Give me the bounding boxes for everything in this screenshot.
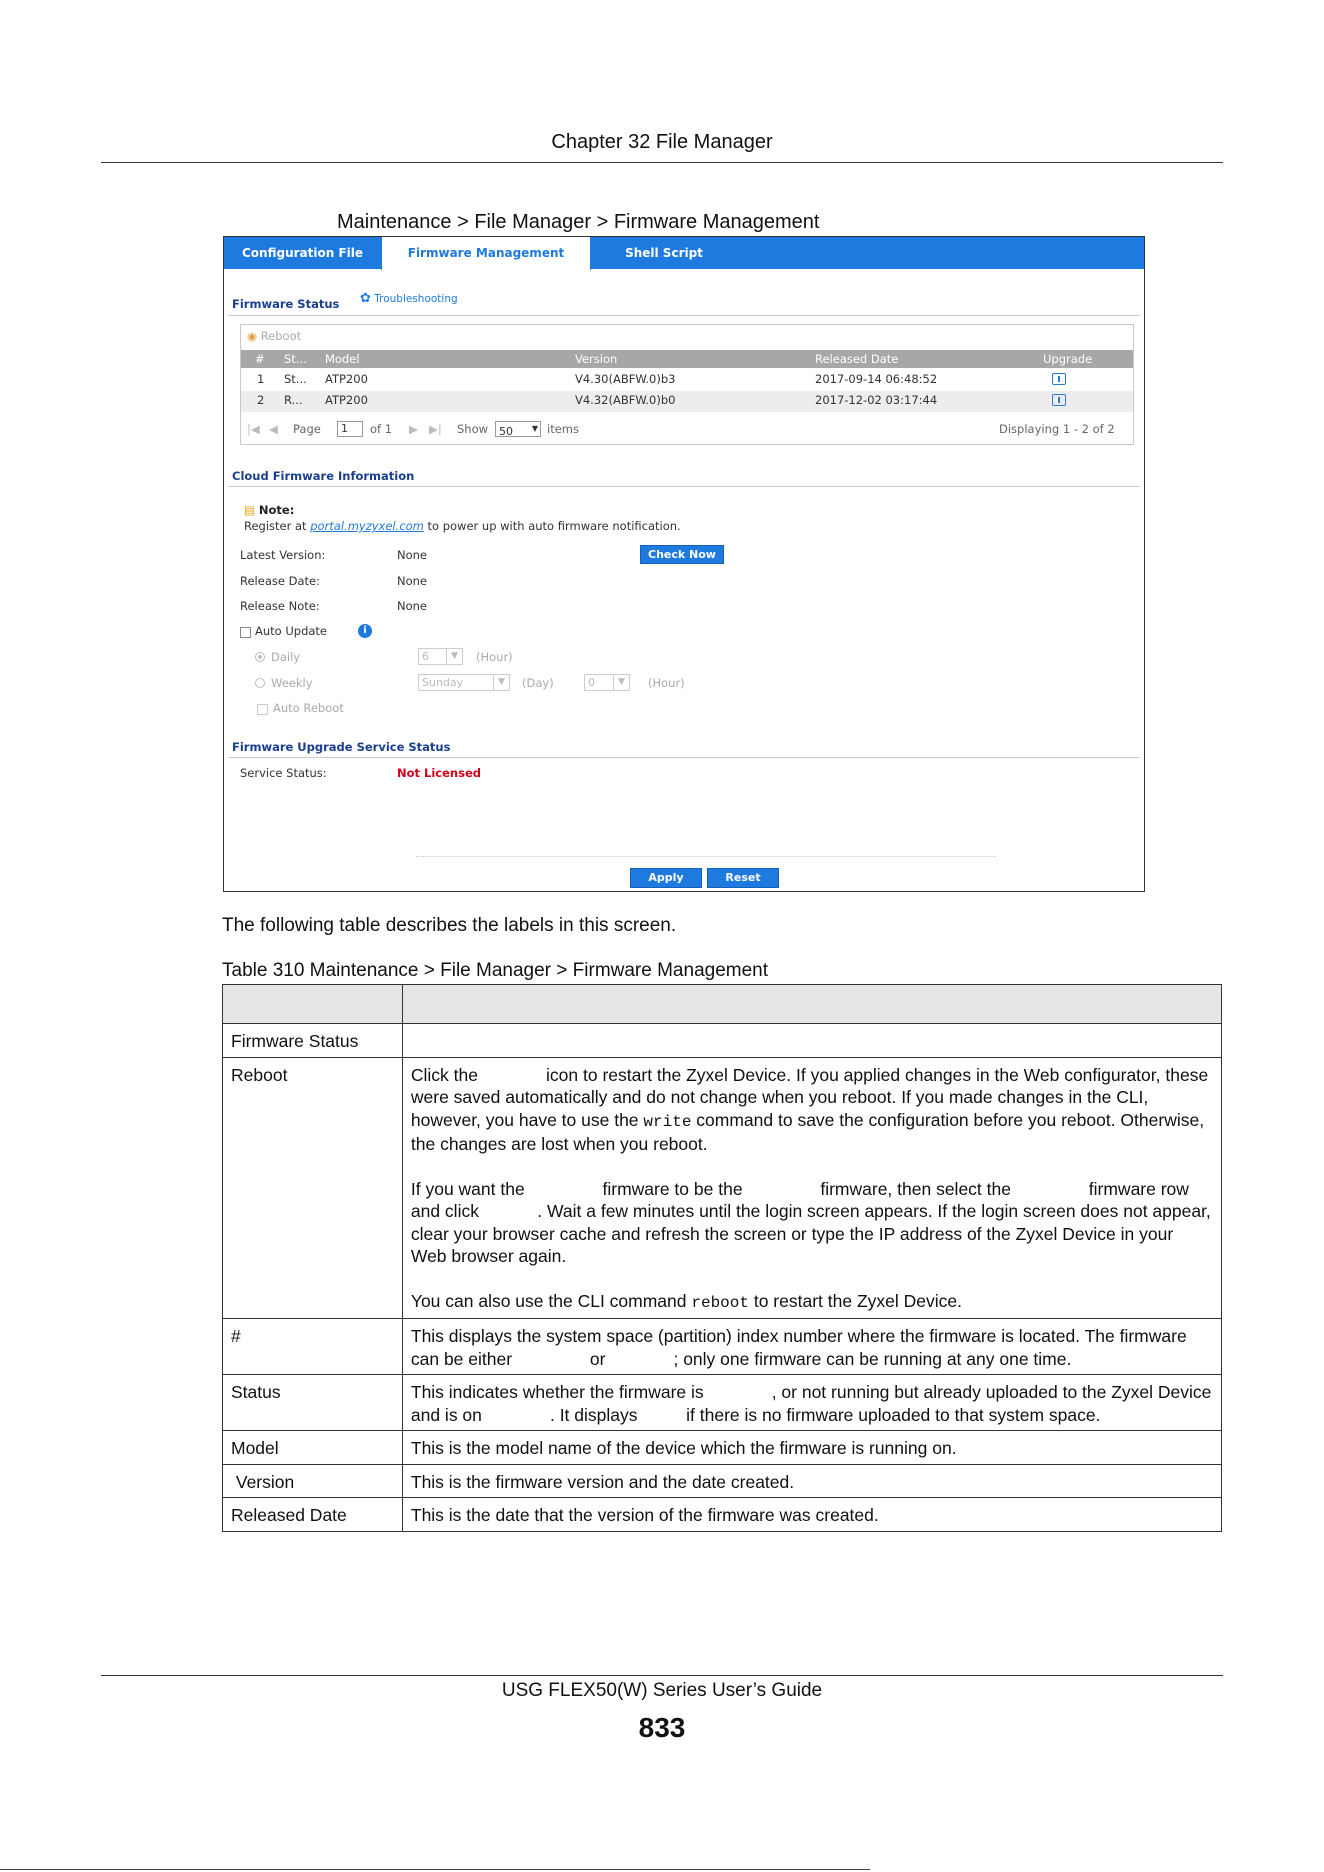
daily-hour-unit: (Hour) xyxy=(476,650,513,664)
upgrade-icon[interactable] xyxy=(1052,394,1066,406)
table-header-row xyxy=(223,985,1222,1024)
note-post: to power up with auto firmware notification. xyxy=(423,519,681,533)
displaying-count: Displaying 1 - 2 of 2 xyxy=(999,422,1115,436)
intro-text: The following table describes the labels in this screen. xyxy=(222,915,677,936)
col-status: St... xyxy=(284,352,307,366)
daily-hour-value: 6 xyxy=(422,650,429,663)
cell-index: 2 xyxy=(257,393,265,407)
firmware-grid xyxy=(240,324,1134,445)
weekly-label: Weekly xyxy=(271,676,313,690)
table-row xyxy=(223,1431,1222,1465)
footer-rule xyxy=(101,1675,1223,1676)
cell-released-date: 2017-12-02 03:17:44 xyxy=(815,393,938,407)
troubleshooting-link[interactable] xyxy=(360,291,458,306)
figure-caption: Maintenance > File Manager > Firmware Management xyxy=(337,211,820,233)
col-index: # xyxy=(255,352,265,366)
tab-shell-script[interactable]: Shell Script xyxy=(625,246,703,260)
reboot-icon: ◉ xyxy=(247,329,258,343)
items-label: items xyxy=(547,422,579,436)
row-label: Reboot xyxy=(223,1057,403,1319)
row-label: Status xyxy=(223,1375,403,1431)
row-label: # xyxy=(223,1319,403,1375)
grid-pager xyxy=(241,419,1133,441)
table-row xyxy=(223,1498,1222,1532)
cloud-firmware-title: Cloud Firmware Information xyxy=(232,469,415,483)
chapter-header: Chapter 32 File Manager xyxy=(551,131,773,153)
auto-update-checkbox[interactable] xyxy=(240,627,251,638)
release-note-label: Release Note: xyxy=(240,599,320,613)
firmware-status-title: Firmware Status xyxy=(232,297,340,311)
release-note-value: None xyxy=(397,599,428,613)
col-model: Model xyxy=(325,352,360,366)
row-label: Firmware Status xyxy=(223,1024,403,1058)
tab-configuration-file[interactable]: Configuration File xyxy=(241,246,363,260)
portal-link[interactable]: portal.myzyxel.com xyxy=(310,519,424,533)
note-icon: ▤ xyxy=(244,503,255,517)
row-description xyxy=(402,1057,1221,1319)
next-page-icon[interactable]: ▶ xyxy=(409,422,418,436)
show-label: Show xyxy=(457,422,489,436)
button-divider xyxy=(416,856,996,857)
table-row xyxy=(223,1375,1222,1431)
weekly-day-value: Sunday xyxy=(422,676,464,689)
info-icon[interactable]: i xyxy=(358,624,372,638)
table-row xyxy=(223,1024,1222,1058)
auto-update-label: Auto Update xyxy=(255,624,328,638)
cell-released-date: 2017-09-14 06:48:52 xyxy=(815,372,938,386)
col-upgrade: Upgrade xyxy=(1043,352,1093,366)
cell-status: R... xyxy=(284,393,303,407)
table-row[interactable] xyxy=(241,370,1133,391)
auto-reboot-checkbox[interactable] xyxy=(257,704,268,715)
row-description: This displays the system space (partition) index number where the firmware is located. The firmware can be either or ; only one firmware can be running at any one time. xyxy=(402,1319,1221,1375)
chevron-down-icon: ▼ xyxy=(446,649,462,664)
grid-header xyxy=(241,350,1133,368)
page-count: of 1 xyxy=(370,422,393,436)
firmware-management-screenshot xyxy=(223,236,1145,892)
section-divider xyxy=(228,486,1140,487)
upgrade-icon[interactable] xyxy=(1052,373,1066,385)
weekly-hour-select[interactable] xyxy=(584,674,630,691)
header-cell-description xyxy=(402,985,1221,1024)
latest-version-value: None xyxy=(397,548,428,562)
row-description: This is the model name of the device which the firmware is running on. xyxy=(402,1431,1221,1465)
prev-page-icon[interactable]: ◀ xyxy=(269,422,278,436)
per-page-select[interactable] xyxy=(495,421,541,437)
service-status-title: Firmware Upgrade Service Status xyxy=(232,740,451,754)
cell-index: 1 xyxy=(257,372,265,386)
bottom-rule xyxy=(0,1869,870,1870)
desc-text: You can also use the CLI command xyxy=(410,1290,692,1311)
service-status-value: Not Licensed xyxy=(397,766,481,780)
desc-text: command to save the configuration before you reboot. Otherwise, the changes are lost when you reboot. xyxy=(410,1109,1209,1154)
row-description: This is the firmware version and the date created. xyxy=(402,1464,1221,1498)
page-number: 833 xyxy=(638,1712,686,1743)
weekly-radio[interactable] xyxy=(255,678,265,688)
service-status-label: Service Status: xyxy=(240,766,327,780)
write-command: write xyxy=(643,1112,692,1131)
row-description: This indicates whether the firmware is , or not running but already uploaded to the Zyxel Device and is on . It displays if there is no firmware uploaded to that system space. xyxy=(402,1375,1221,1431)
daily-radio[interactable] xyxy=(255,652,265,662)
reboot-paragraph-3 xyxy=(411,1290,1213,1315)
last-page-icon[interactable]: ▶| xyxy=(429,422,442,436)
row-description xyxy=(402,1024,1221,1058)
header-rule xyxy=(101,162,1223,163)
section-divider xyxy=(228,315,1140,316)
reboot-paragraph-2: If you want the firmware to be the firmware, then select the firmware row and click . Wait a few minutes until the login screen appears. If the login screen does not appear, clear your browser cache and refresh the screen or type the IP address of the Zyxel Device in your Web browser again. xyxy=(410,1178,1216,1266)
col-version: Version xyxy=(575,352,618,366)
section-divider xyxy=(228,757,1140,758)
cell-model: ATP200 xyxy=(325,393,368,407)
table-caption: Table 310 Maintenance > File Manager > Firmware Management xyxy=(222,960,769,981)
chevron-down-icon: ▼ xyxy=(613,675,629,690)
tab-firmware-management[interactable]: Firmware Management xyxy=(381,237,591,270)
table-row xyxy=(223,1319,1222,1375)
weekly-hour-unit: (Hour) xyxy=(648,676,685,690)
weekly-day-select[interactable] xyxy=(418,674,510,691)
cell-status: St... xyxy=(284,372,307,386)
reboot-command: reboot xyxy=(691,1293,749,1312)
reboot-paragraph-1 xyxy=(411,1064,1213,1156)
desc-text: to restart the Zyxel Device. xyxy=(748,1290,962,1311)
per-page-value: 50 xyxy=(499,425,513,438)
row-label: Version xyxy=(223,1464,403,1498)
release-date-label: Release Date: xyxy=(240,574,320,588)
table-row xyxy=(223,1057,1222,1319)
reset-button[interactable]: Reset xyxy=(707,868,779,888)
note-text xyxy=(244,519,681,533)
guide-title: USG FLEX50(W) Series User’s Guide xyxy=(501,1680,823,1701)
table-row[interactable] xyxy=(241,391,1133,412)
reboot-label: Reboot xyxy=(260,329,302,343)
weekly-day-unit: (Day) xyxy=(522,676,554,690)
page-label: Page xyxy=(293,422,321,436)
apply-button[interactable]: Apply xyxy=(630,868,702,888)
row-label: Released Date xyxy=(223,1498,403,1532)
daily-hour-select[interactable] xyxy=(418,648,463,665)
release-date-value: None xyxy=(397,574,428,588)
reboot-button[interactable] xyxy=(247,329,301,343)
header-cell-label xyxy=(223,985,403,1024)
chevron-down-icon: ▼ xyxy=(531,424,538,433)
note-heading xyxy=(244,503,294,517)
chevron-down-icon: ▼ xyxy=(493,675,509,690)
latest-version-label: Latest Version: xyxy=(240,548,326,562)
col-released-date: Released Date xyxy=(815,352,899,366)
gear-icon: ✿ xyxy=(360,291,371,306)
cell-model: ATP200 xyxy=(325,372,368,386)
cell-version: V4.30(ABFW.0)b3 xyxy=(575,372,676,386)
note-pre: Register at xyxy=(244,519,311,533)
page-input[interactable]: 1 xyxy=(337,421,363,437)
row-description: This is the date that the version of the firmware was created. xyxy=(402,1498,1221,1532)
auto-reboot-label: Auto Reboot xyxy=(273,701,344,715)
troubleshooting-label: Troubleshooting xyxy=(374,293,458,305)
note-label: Note: xyxy=(258,503,295,517)
table-row xyxy=(223,1464,1222,1498)
first-page-icon[interactable]: |◀ xyxy=(247,422,260,436)
row-label: Model xyxy=(223,1431,403,1465)
daily-label: Daily xyxy=(271,650,301,664)
tab-bar xyxy=(224,237,1144,269)
desc-text: Click the icon to restart the Zyxel Device. If you applied changes in the Web configurator, these were saved automatically and do not change when you reboot. If you made changes in the CLI, however, you have to use the xyxy=(410,1064,1214,1130)
check-now-button[interactable]: Check Now xyxy=(640,545,724,564)
weekly-hour-value: 0 xyxy=(588,676,595,689)
cell-version: V4.32(ABFW.0)b0 xyxy=(575,393,676,407)
description-table xyxy=(222,984,1222,1532)
